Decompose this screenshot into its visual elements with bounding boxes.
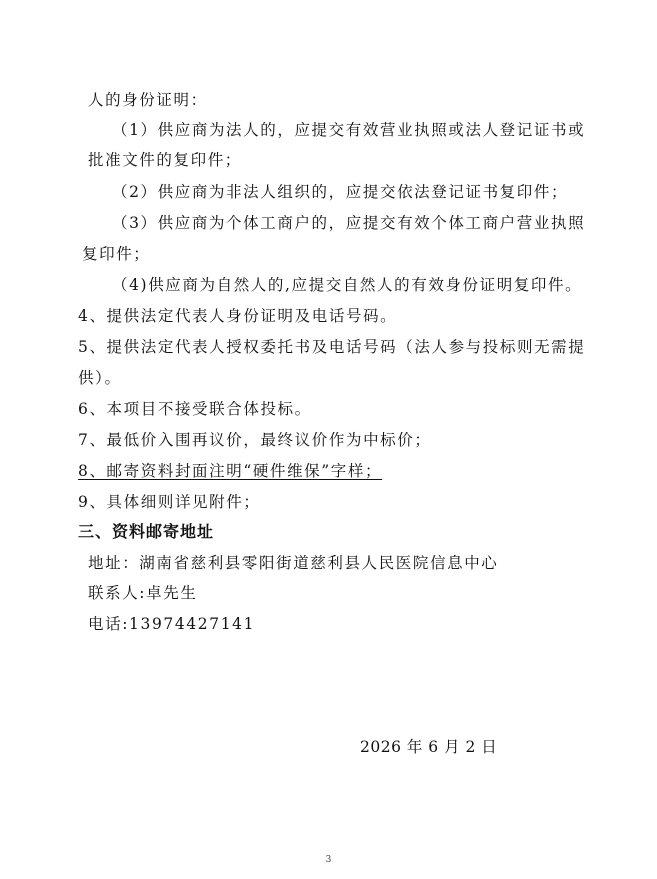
address-line: 地址：湖南省慈利县零阳街道慈利县人民医院信息中心 <box>88 554 499 572</box>
section-heading: 三、资料邮寄地址 <box>78 522 215 541</box>
item-9: 9、具体细则详见附件； <box>78 493 261 511</box>
date-line: 2026 年 6 月 2 日 <box>360 738 498 756</box>
sub-item-3-cont: 复印件； <box>82 245 151 263</box>
item-4: 4、提供法定代表人身份证明及电话号码。 <box>78 307 398 325</box>
item-5: 5、提供法定代表人授权委托书及电话号码（法人参与投标则无需提 <box>78 338 586 356</box>
sub-item-3: （3）供应商为个体工商户的，应提交有效个体工商户营业执照 <box>112 214 586 232</box>
sub-item-2: （2）供应商为非法人组织的，应提交依法登记证书复印件； <box>112 183 569 201</box>
phone-line: 电话:13974427141 <box>88 615 256 633</box>
sub-item-4: （4)供应商为自然人的,应提交自然人的有效身份证明复印件。 <box>112 276 583 294</box>
sub-item-1-cont: 批准文件的复印件； <box>88 151 242 169</box>
continuation-text: 人的身份证明： <box>88 91 208 109</box>
item-7: 7、最低价入围再议价，最终议价作为中标价； <box>78 431 432 449</box>
item-6: 6、本项目不接受联合体投标。 <box>78 400 312 418</box>
item-5-cont: 供）。 <box>78 369 122 387</box>
contact-line: 联系人:卓先生 <box>88 584 198 602</box>
sub-item-1: （1）供应商为法人的，应提交有效营业执照或法人登记证书或 <box>112 121 586 139</box>
item-8: 8、邮寄资料封面注明“硬件维保”字样； <box>78 462 383 480</box>
page-number: 3 <box>325 855 332 865</box>
